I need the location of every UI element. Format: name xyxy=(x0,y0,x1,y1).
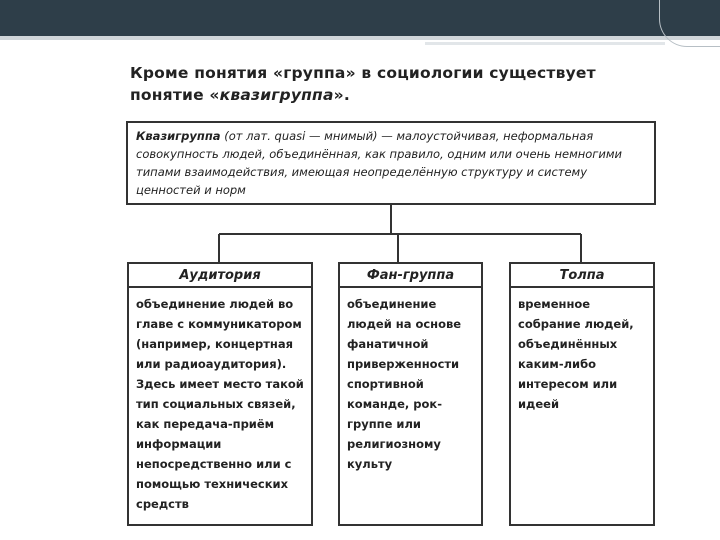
intro-line-2-prefix: понятие « xyxy=(130,86,220,104)
intro-line-2-suffix: ». xyxy=(333,86,350,104)
definition-text: (от лат. quasi — мнимый) — малоустойчивая, неформальная совокупность людей, объединённая, как правило, одним или очень немногими типами взаимодействия, имеющая неопределённую структуру и систему ценностей и норм xyxy=(136,129,622,197)
intro-line-1: Кроме понятия «группа» в социологии существует xyxy=(130,64,596,82)
column-header-auditoriya: Аудитория xyxy=(127,262,313,288)
column-header-tolpa: Толпа xyxy=(509,262,655,288)
intro-term: квазигруппа xyxy=(219,86,334,104)
column-body-auditoriya: объединение людей во главе с коммуникатором (например, концертная или радиоаудитория). Здесь имеет место такой тип социальных связей, как передача-приём информации непосредственно или с помощью технических средств xyxy=(127,288,313,526)
column-body-tolpa: временное собрание людей, объединённых каким-либо интересом или идеей xyxy=(509,288,655,526)
definition-term: Квазигруппа xyxy=(136,129,221,143)
column-body-fan-gruppa: объединение людей на основе фанатичной приверженности спортивной команде, рок-группе или религиозному культу xyxy=(338,288,483,526)
column-header-fan-gruppa: Фан-группа xyxy=(338,262,483,288)
